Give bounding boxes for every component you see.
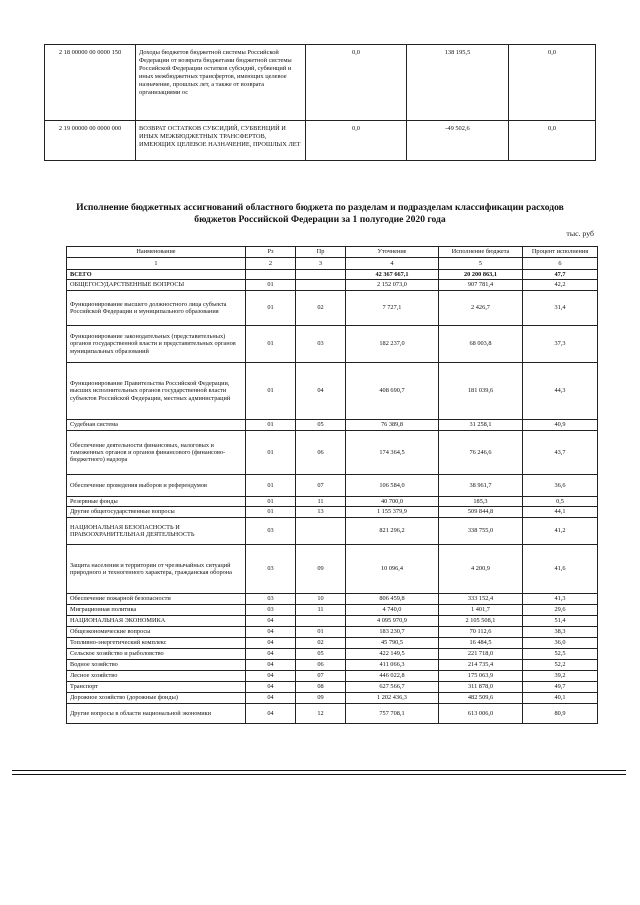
row-pct: 51,4 [523,616,598,627]
row-name: Защита населения и территории от чрезвычайных ситуаций природного и техногенного характера, гражданская оборона [67,545,246,594]
row-plan: 408 690,7 [346,363,439,420]
table-row [67,660,598,671]
header-exec: Исполнение бюджета [439,247,523,258]
row-pr: 02 [296,638,346,649]
row-exec: 221 718,0 [439,649,523,660]
table-row [67,616,598,627]
row-name: Топливно-энергетический комплекс [67,638,246,649]
row-pct: 44,1 [523,507,598,518]
income-code: 2 18 00000 00 0000 150 [45,45,136,121]
row-plan: 7 727,1 [346,291,439,326]
income-continuation-table [44,44,596,161]
header-rz: Рз [246,247,296,258]
row-plan: 4 740,0 [346,605,439,616]
row-exec: 76 246,6 [439,431,523,475]
row-rz: 01 [246,475,296,497]
row-plan: 4 095 970,9 [346,616,439,627]
row-exec: 38 961,7 [439,475,523,497]
expenditure-table-header [67,247,598,270]
table-row [67,605,598,616]
col-number-2: 2 [246,258,296,270]
row-plan: 183 230,7 [346,627,439,638]
income-exec: 138 195,5 [407,45,509,121]
header-pr: Пр [296,247,346,258]
row-plan: 106 584,0 [346,475,439,497]
row-rz: 04 [246,682,296,693]
row-pct: 80,9 [523,704,598,724]
row-pr: 13 [296,507,346,518]
row-plan: 446 022,8 [346,671,439,682]
table-row [67,507,598,518]
row-pr [296,270,346,280]
table-row [67,545,598,594]
income-plan: 0,0 [306,45,407,121]
row-pct: 44,3 [523,363,598,420]
row-name: Функционирование высшего должностного лица субъекта Российской Федерации и муниципального образования [67,291,246,326]
col-number-5: 5 [439,258,523,270]
row-pct: 39,2 [523,671,598,682]
row-plan: 411 066,3 [346,660,439,671]
table-row [67,671,598,682]
row-pr [296,616,346,627]
row-rz: 01 [246,497,296,507]
row-name: Лесное хозяйство [67,671,246,682]
row-name: Водное хозяйство [67,660,246,671]
table-row [67,280,598,291]
row-pr: 10 [296,594,346,605]
row-name: НАЦИОНАЛЬНАЯ ЭКОНОМИКА [67,616,246,627]
units-label: тыс. руб [566,229,594,238]
row-rz: 04 [246,627,296,638]
row-plan: 2 152 073,0 [346,280,439,291]
row-exec: 338 755,0 [439,518,523,545]
row-rz: 01 [246,363,296,420]
bottom-rule-2 [12,774,626,775]
row-rz: 01 [246,507,296,518]
row-exec: 4 200,9 [439,545,523,594]
row-plan: 76 389,8 [346,420,439,431]
row-name: ОБЩЕГОСУДАРСТВЕННЫЕ ВОПРОСЫ [67,280,246,291]
row-plan: 10 096,4 [346,545,439,594]
row-rz: 01 [246,420,296,431]
row-plan: 1 202 436,3 [346,693,439,704]
row-pct: 42,2 [523,280,598,291]
row-pr: 07 [296,475,346,497]
row-pr: 09 [296,693,346,704]
row-rz: 04 [246,671,296,682]
row-pr [296,518,346,545]
row-pct: 40,1 [523,693,598,704]
row-pct: 38,3 [523,627,598,638]
row-exec: 509 844,8 [439,507,523,518]
row-exec: 482 509,6 [439,693,523,704]
table-row [67,594,598,605]
row-plan: 627 566,7 [346,682,439,693]
row-exec: 20 200 863,1 [439,270,523,280]
table-row [67,638,598,649]
header-pct: Процент исполнения [523,247,598,258]
income-row [45,45,596,121]
row-rz: 04 [246,704,296,724]
row-exec: 70 112,6 [439,627,523,638]
row-plan: 757 708,1 [346,704,439,724]
row-pr: 04 [296,363,346,420]
row-pr: 08 [296,682,346,693]
row-pct: 36,6 [523,475,598,497]
row-exec: 2 105 508,1 [439,616,523,627]
row-rz: 03 [246,594,296,605]
row-exec: 68 003,8 [439,326,523,363]
col-number-3: 3 [296,258,346,270]
row-pct: 29,6 [523,605,598,616]
row-pr [296,280,346,291]
income-exec: -49 502,6 [407,121,509,161]
table-row [67,497,598,507]
row-pr: 01 [296,627,346,638]
table-row [67,270,598,280]
row-pct: 41,2 [523,518,598,545]
row-name: Другие вопросы в области национальной экономики [67,704,246,724]
row-name: Обеспечение деятельности финансовых, налоговых и таможенных органов и органов финансового (финансово-бюджетного) надзора [67,431,246,475]
income-continuation-body [45,45,596,161]
bottom-rule-1 [12,770,626,771]
row-name: Обеспечение пожарной безопасности [67,594,246,605]
row-rz: 04 [246,693,296,704]
row-pr: 07 [296,671,346,682]
row-pct: 47,7 [523,270,598,280]
income-row [45,121,596,161]
header-plan: Уточнение [346,247,439,258]
row-exec: 2 426,7 [439,291,523,326]
row-rz: 01 [246,280,296,291]
row-rz: 03 [246,545,296,594]
table-row [67,649,598,660]
row-pct: 40,9 [523,420,598,431]
row-exec: 907 781,4 [439,280,523,291]
row-name: Транспорт [67,682,246,693]
row-pct: 37,3 [523,326,598,363]
row-name: Сельское хозяйство и рыболовство [67,649,246,660]
row-plan: 806 459,8 [346,594,439,605]
row-name: Общеэкономические вопросы [67,627,246,638]
row-pct: 52,5 [523,649,598,660]
row-exec: 175 063,9 [439,671,523,682]
row-name: ВСЕГО [67,270,246,280]
table-row [67,420,598,431]
row-pct: 36,0 [523,638,598,649]
col-number-4: 4 [346,258,439,270]
row-pct: 43,7 [523,431,598,475]
row-pct: 52,2 [523,660,598,671]
row-plan: 42 367 667,1 [346,270,439,280]
row-plan: 821 296,2 [346,518,439,545]
row-pr: 03 [296,326,346,363]
row-exec: 185,3 [439,497,523,507]
row-rz: 01 [246,326,296,363]
row-name: Резервные фонды [67,497,246,507]
row-rz: 04 [246,616,296,627]
row-name: Другие общегосударственные вопросы [67,507,246,518]
income-name: ВОЗВРАТ ОСТАТКОВ СУБСИДИЙ, СУБВЕНЦИЙ И ИНЫХ МЕЖБЮДЖЕТНЫХ ТРАНСФЕРТОВ, ИМЕЮЩИХ ЦЕЛЕВОЕ НАЗНАЧЕНИЕ, ПРОШЛЫХ ЛЕТ [136,121,306,161]
row-name: НАЦИОНАЛЬНАЯ БЕЗОПАСНОСТЬ И ПРАВООХРАНИТЕЛЬНАЯ ДЕЯТЕЛЬНОСТЬ [67,518,246,545]
row-pr: 11 [296,605,346,616]
section-title: Исполнение бюджетных ассигнований областного бюджета по разделам и подразделам классификации расходов бюджетов Российской Федерации за 1 полугодие 2020 года [76,202,564,225]
table-row [67,475,598,497]
row-name: Миграционная политика [67,605,246,616]
income-plan: 0,0 [306,121,407,161]
row-exec: 16 484,5 [439,638,523,649]
row-plan: 174 364,5 [346,431,439,475]
row-pr: 05 [296,649,346,660]
row-rz: 01 [246,291,296,326]
table-row [67,704,598,724]
row-pr: 09 [296,545,346,594]
row-rz: 04 [246,638,296,649]
table-row [67,518,598,545]
table-row [67,431,598,475]
row-exec: 214 735,4 [439,660,523,671]
table-row [67,363,598,420]
row-name: Обеспечение проведения выборов и референдумов [67,475,246,497]
table-row [67,291,598,326]
income-pct: 0,0 [509,45,596,121]
row-exec: 333 152,4 [439,594,523,605]
row-name: Функционирование законодательных (представительных) органов государственной власти и представительных органов муниципальных образований [67,326,246,363]
row-exec: 31 258,1 [439,420,523,431]
row-plan: 45 790,5 [346,638,439,649]
row-pct: 49,7 [523,682,598,693]
row-rz: 01 [246,431,296,475]
table-row [67,682,598,693]
row-pct: 31,4 [523,291,598,326]
row-rz [246,270,296,280]
row-plan: 1 155 379,9 [346,507,439,518]
header-name: Наименование [67,247,246,258]
income-pct: 0,0 [509,121,596,161]
row-plan: 422 149,5 [346,649,439,660]
row-pr: 11 [296,497,346,507]
row-rz: 03 [246,518,296,545]
row-plan: 182 237,0 [346,326,439,363]
row-exec: 1 401,7 [439,605,523,616]
row-pr: 05 [296,420,346,431]
row-rz: 03 [246,605,296,616]
income-code: 2 19 00000 00 0000 000 [45,121,136,161]
col-number-1: 1 [67,258,246,270]
expenditure-table-body [67,270,598,724]
row-exec: 311 878,0 [439,682,523,693]
row-pr: 06 [296,660,346,671]
row-exec: 613 006,0 [439,704,523,724]
row-pct: 0,5 [523,497,598,507]
row-name: Судебная система [67,420,246,431]
table-row [67,693,598,704]
row-pr: 06 [296,431,346,475]
col-number-6: 6 [523,258,598,270]
row-exec: 181 039,6 [439,363,523,420]
income-name: Доходы бюджетов бюджетной системы Российской Федерации от возврата бюджетами бюджетной системы Российской Федерации остатков субсидий, субвенций и иных межбюджетных трансфертов, имеющих целевое назначение, прошлых лет, а также от возврата организациями ос [136,45,306,121]
table-row [67,627,598,638]
row-rz: 04 [246,660,296,671]
row-name: Дорожное хозяйство (дорожные фонды) [67,693,246,704]
row-pr: 02 [296,291,346,326]
table-row [67,326,598,363]
row-pct: 41,3 [523,594,598,605]
expenditure-table [66,246,598,724]
row-pr: 12 [296,704,346,724]
row-name: Функционирование Правительства Российской Федерации, высших исполнительных органов государственной власти субъектов Российской Федерации, местных администраций [67,363,246,420]
row-plan: 40 700,0 [346,497,439,507]
row-rz: 04 [246,649,296,660]
row-pct: 41,6 [523,545,598,594]
